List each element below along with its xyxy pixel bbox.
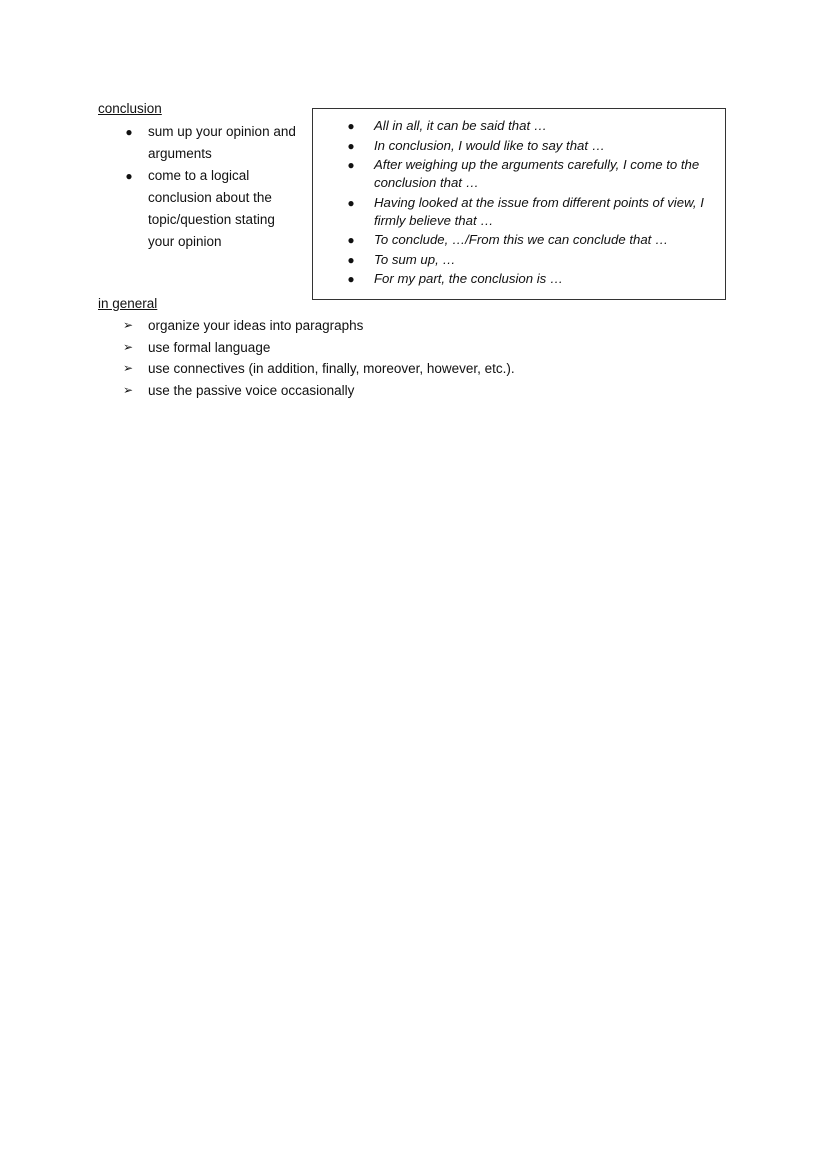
arrowhead-bullet-icon: ➢ — [123, 382, 134, 397]
arrowhead-bullet-icon: ➢ — [123, 318, 134, 332]
useful-phrases-box — [312, 108, 726, 300]
list-item — [98, 337, 698, 359]
phrase-text: Having looked at the issue from different points of view, I firmly believe that … — [374, 194, 704, 228]
phrase-text: To sum up, … — [374, 251, 456, 267]
list-item — [98, 358, 698, 380]
list-item-text: use formal language — [148, 339, 271, 355]
list-item — [313, 137, 725, 155]
list-item — [98, 121, 303, 165]
phrase-text: In conclusion, I would like to say that … — [374, 137, 605, 153]
list-item-text: organize your ideas into paragraphs — [148, 318, 364, 333]
list-item — [313, 231, 725, 249]
phrase-text: To conclude, …/From this we can conclude that … — [374, 232, 669, 247]
bullet-dot-icon: ● — [347, 252, 355, 267]
phrases-list — [313, 117, 725, 290]
list-item-text: sum up your opinion and arguments — [148, 124, 296, 161]
bullet-dot-icon: ● — [347, 272, 355, 286]
phrase-text: All in all, it can be said that … — [374, 118, 547, 133]
list-item — [98, 315, 698, 337]
bullet-dot-icon: ● — [125, 169, 133, 183]
bullet-dot-icon: ● — [347, 233, 355, 247]
bullet-dot-icon: ● — [347, 195, 355, 210]
arrowhead-bullet-icon: ➢ — [123, 361, 134, 375]
bullet-dot-icon: ● — [347, 138, 355, 153]
list-item — [313, 251, 725, 269]
list-item-text: use connectives (in addition, finally, moreover, however, etc.). — [148, 361, 515, 376]
conclusion-points-list — [98, 121, 303, 253]
general-points-list — [98, 315, 698, 401]
list-item — [98, 165, 303, 253]
section-heading-in-general: in general — [98, 296, 158, 311]
list-item — [313, 156, 725, 192]
section-heading-conclusion: conclusion — [98, 101, 162, 116]
list-item-text: use the passive voice occasionally — [148, 382, 355, 398]
list-item — [313, 117, 725, 135]
list-item — [313, 194, 725, 230]
list-item — [313, 270, 725, 288]
phrase-text: For my part, the conclusion is … — [374, 271, 564, 286]
bullet-dot-icon: ● — [347, 158, 355, 172]
phrase-text: After weighing up the arguments carefully, I come to the conclusion that … — [374, 157, 700, 190]
bullet-dot-icon: ● — [347, 119, 355, 133]
list-item-text: come to a logical conclusion about the topic/question stating your opinion — [148, 168, 275, 249]
list-item — [98, 380, 698, 402]
bullet-dot-icon: ● — [125, 125, 133, 139]
arrowhead-bullet-icon: ➢ — [123, 339, 134, 354]
